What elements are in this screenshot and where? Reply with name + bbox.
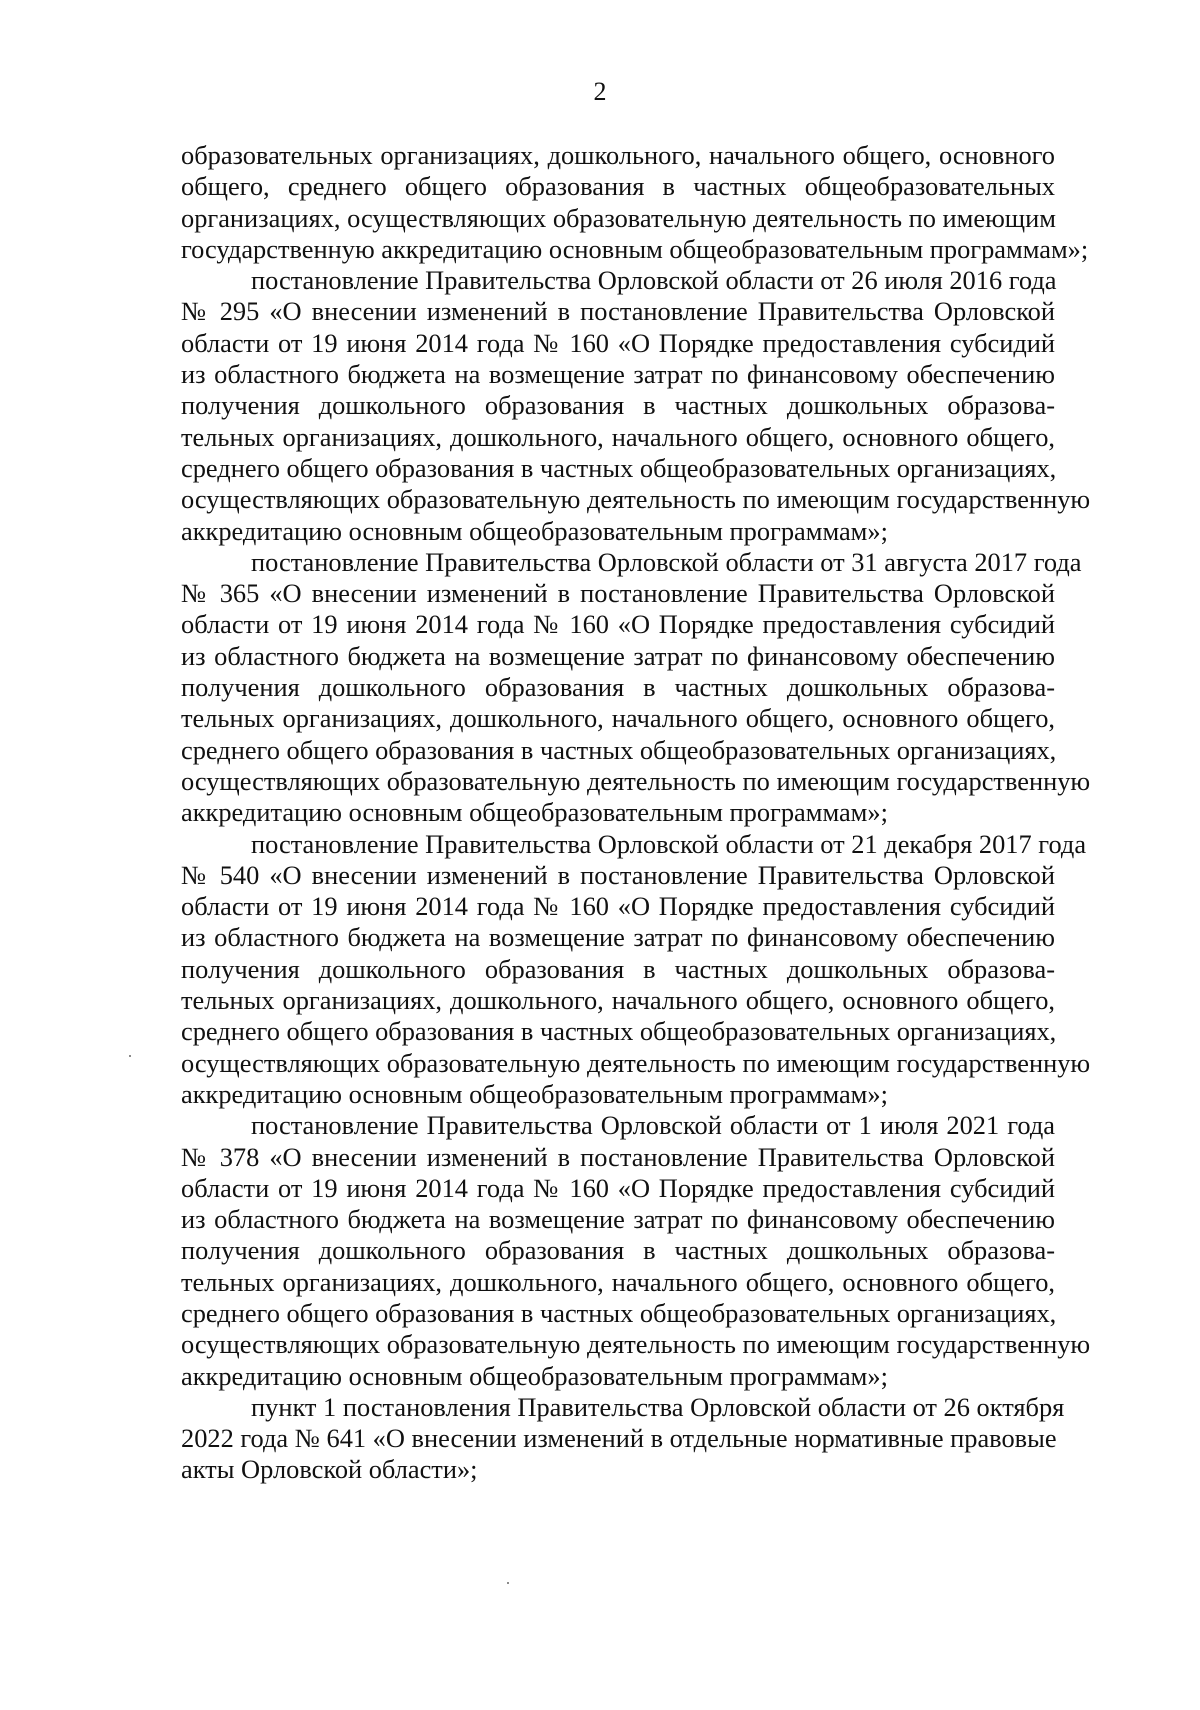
text-line: осуществляющих образовательную деятельность по имеющим государственную bbox=[181, 1329, 1091, 1360]
text-line: аккредитацию основным общеобразовательным программам»; bbox=[181, 515, 888, 546]
text-line: области от 19 июня 2014 года № 160 «О Порядке предоставления субсидий bbox=[181, 891, 1055, 922]
text-line: осуществляющих образовательную деятельность по имеющим государственную bbox=[181, 1047, 1091, 1078]
text-line: из областного бюджета на возмещение затрат по финансовому обеспечению bbox=[181, 1204, 1055, 1235]
text-line: осуществляющих образовательную деятельность по имеющим государственную bbox=[181, 484, 1091, 515]
paragraph-continuation bbox=[181, 140, 1089, 265]
text-line: аккредитацию основным общеобразовательным программам»; bbox=[181, 797, 888, 828]
text-line: общего, среднего общего образования в частных общеобразовательных bbox=[181, 171, 1055, 202]
paragraph-resolution-365 bbox=[181, 546, 1091, 829]
text-line: получения дошкольного образования в частных дошкольных образова- bbox=[181, 953, 1055, 984]
text-line: образовательных организациях, дошкольного, начального общего, основного bbox=[181, 140, 1055, 170]
text-line: государственную аккредитацию основным общеобразовательным программам»; bbox=[181, 233, 1089, 264]
text-line: среднего общего образования в частных общеобразовательных организациях, bbox=[181, 452, 1057, 483]
text-line: области от 19 июня 2014 года № 160 «О Порядке предоставления субсидий bbox=[181, 1172, 1055, 1203]
page-number: 2 bbox=[593, 77, 607, 106]
text-line: постановление Правительства Орловской области от 26 июля 2016 года bbox=[251, 265, 1057, 296]
text-line: аккредитацию основным общеобразовательным программам»; bbox=[181, 1360, 888, 1391]
text-line: получения дошкольного образования в частных дошкольных образова- bbox=[181, 672, 1055, 703]
text-line: среднего общего образования в частных общеобразовательных организациях, bbox=[181, 734, 1057, 765]
scan-speck bbox=[507, 1582, 509, 1584]
text-line: из областного бюджета на возмещение затрат по финансовому обеспечению bbox=[181, 922, 1055, 953]
text-line: среднего общего образования в частных общеобразовательных организациях, bbox=[181, 1297, 1057, 1328]
text-line: тельных организациях, дошкольного, начального общего, основного общего, bbox=[181, 421, 1055, 452]
text-line: тельных организациях, дошкольного, начального общего, основного общего, bbox=[181, 703, 1055, 734]
text-line: получения дошкольного образования в частных дошкольных образова- bbox=[181, 1235, 1055, 1266]
text-line: тельных организациях, дошкольного, начального общего, основного общего, bbox=[181, 985, 1055, 1016]
text-line: 2022 года № 641 «О внесении изменений в отдельные нормативные правовые bbox=[181, 1423, 1057, 1454]
text-line: постановление Правительства Орловской области от 1 июля 2021 года bbox=[251, 1110, 1055, 1141]
text-line: среднего общего образования в частных общеобразовательных организациях, bbox=[181, 1016, 1057, 1047]
text-line: области от 19 июня 2014 года № 160 «О Порядке предоставления субсидий bbox=[181, 609, 1055, 640]
text-line: пункт 1 постановления Правительства Орловской области от 26 октября bbox=[251, 1391, 1065, 1422]
text-line: из областного бюджета на возмещение затрат по финансовому обеспечению bbox=[181, 640, 1055, 671]
text-line: № 365 «О внесении изменений в постановление Правительства Орловской bbox=[181, 578, 1055, 609]
text-line: тельных организациях, дошкольного, начального общего, основного общего, bbox=[181, 1266, 1055, 1297]
text-line: акты Орловской области»; bbox=[181, 1454, 478, 1485]
text-line: постановление Правительства Орловской области от 31 августа 2017 года bbox=[251, 546, 1082, 577]
paragraph-resolution-540 bbox=[181, 828, 1091, 1111]
text-line: осуществляющих образовательную деятельность по имеющим государственную bbox=[181, 765, 1091, 796]
text-line: из областного бюджета на возмещение затрат по финансовому обеспечению bbox=[181, 359, 1055, 390]
paragraph-clause-641 bbox=[181, 1391, 1065, 1486]
text-line: получения дошкольного образования в частных дошкольных образова- bbox=[181, 390, 1055, 421]
paragraph-resolution-378 bbox=[181, 1110, 1091, 1392]
text-line: организациях, осуществляющих образовательную деятельность по имеющим bbox=[181, 202, 1056, 233]
paragraph-resolution-295 bbox=[181, 265, 1091, 547]
scan-speck bbox=[129, 1055, 131, 1057]
text-line: области от 19 июня 2014 года № 160 «О Порядке предоставления субсидий bbox=[181, 327, 1055, 358]
text-line: № 540 «О внесении изменений в постановление Правительства Орловской bbox=[181, 859, 1055, 890]
text-line: № 378 «О внесении изменений в постановление Правительства Орловской bbox=[181, 1141, 1055, 1172]
text-line: № 295 «О внесении изменений в постановление Правительства Орловской bbox=[181, 296, 1055, 327]
text-line: постановление Правительства Орловской области от 21 декабря 2017 года bbox=[251, 828, 1087, 859]
document-body bbox=[181, 140, 1091, 1486]
text-line: аккредитацию основным общеобразовательным программам»; bbox=[181, 1078, 888, 1109]
